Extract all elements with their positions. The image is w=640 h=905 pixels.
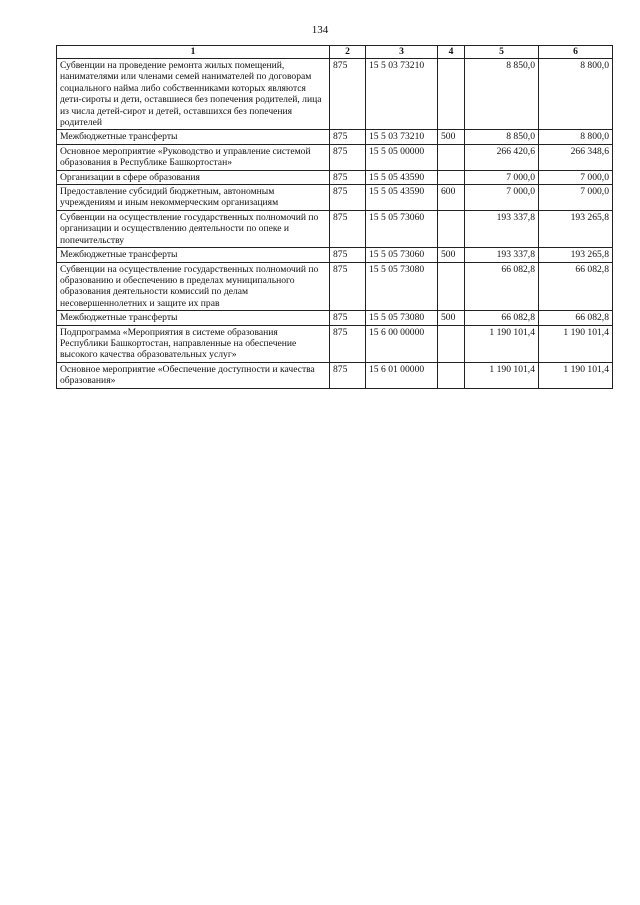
row-expense-type-cell [438, 59, 465, 130]
row-name-cell: Межбюджетные трансферты [57, 311, 330, 325]
row-amount-1-cell: 1 190 101,4 [465, 325, 539, 362]
header-cell-2: 2 [330, 46, 366, 59]
row-amount-2-cell: 193 265,8 [539, 210, 613, 247]
row-expense-type-cell [438, 362, 465, 388]
row-amount-1-cell: 1 190 101,4 [465, 362, 539, 388]
row-amount-2-cell: 193 265,8 [539, 248, 613, 262]
row-target-code-cell: 15 6 01 00000 [366, 362, 438, 388]
row-amount-1-cell: 66 082,8 [465, 262, 539, 311]
row-expense-type-cell: 500 [438, 248, 465, 262]
row-code-cell: 875 [330, 362, 366, 388]
table-row [57, 170, 613, 184]
page-number: 134 [311, 24, 329, 36]
table-row [57, 130, 613, 144]
row-expense-type-cell [438, 170, 465, 184]
row-target-code-cell: 15 5 05 43590 [366, 170, 438, 184]
row-code-cell: 875 [330, 262, 366, 311]
row-name-cell: Субвенции на осуществление государственных полномочий по образованию и обеспечению в пределах муниципального образования деятельности комиссий по делам несовершеннолетних и защите их прав [57, 262, 330, 311]
row-amount-1-cell: 266 420,6 [465, 144, 539, 170]
row-target-code-cell: 15 5 03 73210 [366, 59, 438, 130]
header-cell-1: 1 [57, 46, 330, 59]
row-amount-2-cell: 7 000,0 [539, 185, 613, 211]
row-amount-2-cell: 1 190 101,4 [539, 325, 613, 362]
row-target-code-cell: 15 5 05 73060 [366, 248, 438, 262]
row-code-cell: 875 [330, 325, 366, 362]
row-amount-1-cell: 7 000,0 [465, 185, 539, 211]
row-amount-1-cell: 8 850,0 [465, 130, 539, 144]
row-code-cell: 875 [330, 311, 366, 325]
row-code-cell: 875 [330, 170, 366, 184]
row-expense-type-cell [438, 144, 465, 170]
row-target-code-cell: 15 5 05 00000 [366, 144, 438, 170]
table-row [57, 59, 613, 130]
row-amount-2-cell: 8 800,0 [539, 130, 613, 144]
header-cell-6: 6 [539, 46, 613, 59]
header-cell-3: 3 [366, 46, 438, 59]
row-code-cell: 875 [330, 59, 366, 130]
row-expense-type-cell [438, 325, 465, 362]
row-amount-2-cell: 266 348,6 [539, 144, 613, 170]
row-name-cell: Субвенции на осуществление государственных полномочий по организации и осуществлению деятельности по опеке и попечительству [57, 210, 330, 247]
row-amount-2-cell: 1 190 101,4 [539, 362, 613, 388]
header-cell-5: 5 [465, 46, 539, 59]
budget-table [56, 45, 613, 389]
row-target-code-cell: 15 5 05 43590 [366, 185, 438, 211]
row-amount-1-cell: 66 082,8 [465, 311, 539, 325]
table-row [57, 262, 613, 311]
row-amount-1-cell: 7 000,0 [465, 170, 539, 184]
table-row [57, 325, 613, 362]
table-row [57, 144, 613, 170]
table-row [57, 185, 613, 211]
row-name-cell: Основное мероприятие «Руководство и управление системой образования в Республике Башкортостан» [57, 144, 330, 170]
table-row [57, 311, 613, 325]
row-code-cell: 875 [330, 185, 366, 211]
row-amount-1-cell: 193 337,8 [465, 210, 539, 247]
row-target-code-cell: 15 5 03 73210 [366, 130, 438, 144]
row-code-cell: 875 [330, 130, 366, 144]
row-expense-type-cell [438, 210, 465, 247]
row-expense-type-cell: 500 [438, 311, 465, 325]
row-amount-2-cell: 7 000,0 [539, 170, 613, 184]
row-expense-type-cell: 600 [438, 185, 465, 211]
table-header-row [57, 46, 613, 59]
row-amount-1-cell: 193 337,8 [465, 248, 539, 262]
row-code-cell: 875 [330, 248, 366, 262]
header-cell-4: 4 [438, 46, 465, 59]
row-name-cell: Межбюджетные трансферты [57, 130, 330, 144]
row-amount-2-cell: 8 800,0 [539, 59, 613, 130]
row-code-cell: 875 [330, 144, 366, 170]
row-target-code-cell: 15 5 05 73060 [366, 210, 438, 247]
row-name-cell: Организации в сфере образования [57, 170, 330, 184]
row-target-code-cell: 15 5 05 73080 [366, 262, 438, 311]
row-target-code-cell: 15 6 00 00000 [366, 325, 438, 362]
budget-table-body [57, 46, 613, 389]
row-name-cell: Предоставление субсидий бюджетным, автономным учреждениям и иным некоммерческим организациям [57, 185, 330, 211]
row-expense-type-cell: 500 [438, 130, 465, 144]
row-expense-type-cell [438, 262, 465, 311]
row-code-cell: 875 [330, 210, 366, 247]
row-amount-2-cell: 66 082,8 [539, 262, 613, 311]
row-amount-2-cell: 66 082,8 [539, 311, 613, 325]
row-target-code-cell: 15 5 05 73080 [366, 311, 438, 325]
row-amount-1-cell: 8 850,0 [465, 59, 539, 130]
row-name-cell: Межбюджетные трансферты [57, 248, 330, 262]
row-name-cell: Субвенции на проведение ремонта жилых помещений, нанимателями или членами семей нанимателей по договорам социального найма либо собственниками которых являются дети-сироты и дети, оставшиеся без попечения родителей, лица из числа детей-сирот и детей, оставшихся без попечения родителей [57, 59, 330, 130]
row-name-cell: Основное мероприятие «Обеспечение доступности и качества образования» [57, 362, 330, 388]
table-row [57, 362, 613, 388]
table-row [57, 210, 613, 247]
row-name-cell: Подпрограмма «Мероприятия в системе образования Республики Башкортостан, направленные на обеспечение высокого качества образовательных услуг» [57, 325, 330, 362]
table-row [57, 248, 613, 262]
